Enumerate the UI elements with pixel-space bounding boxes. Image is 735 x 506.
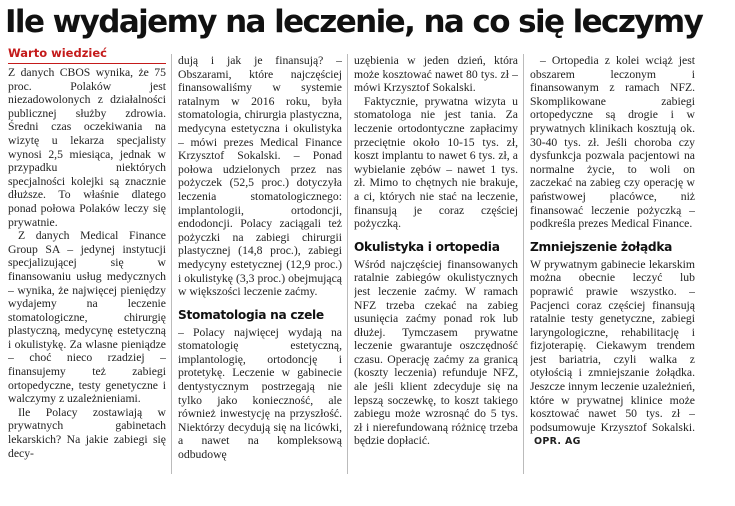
paragraph: uzębienia w jeden dzień, która może kosztować nawet 80 tys. zł – mówi Krzysztof Sokalski. [354, 54, 518, 95]
paragraph: – Polacy najwięcej wydają na stomatologię estetyczną, implantologię, ortodoncję i protetykę. Leczenie w gabinecie dentystycznym postrzegają nie tylko jako konieczność, ale również inwestycję na przyszłość. Niektórzy decydują się na licówki, a nawet na kompleksową odbudowę [178, 325, 342, 462]
column-divider [347, 54, 348, 474]
section-heading: Stomatologia na czele [178, 307, 324, 322]
column-4 [530, 54, 695, 494]
headline: Ile wydajemy na leczenie, na co się leczymy [5, 4, 703, 40]
paragraph: Ile Polacy zostawiają w prywatnych gabinetach lekarskich? Na jakie zabiegi się decy- [8, 405, 166, 460]
paragraph: Faktycznie, prywatna wizyta u stomatologa nie jest tania. Za leczenie ortodontyczne zapłacimy przeciętnie około 10-15 tys. zł, koszt implantu to nawet 6 tys. zł, a wybielanie zębów – nawet 1 tys. zł. Mimo to chętnych nie brakuje, a ci, których nie stać na leczenie, finansują je coraz częściej pożyczką. [354, 94, 518, 231]
paragraph [530, 258, 695, 449]
column-3 [354, 54, 518, 494]
paragraph: dują i jak je finansują? – Obszarami, które najczęściej finansowaliśmy w systemie ratalnym w 2016 roku, była stomatologia, chirurgia plastyczna, medycyna estetyczna i okulistyka – mówi prezes Medical Finance Krzysztof Sokalski. – Ponad połowa udzielonych przez nas pożyczek (52,5 proc.) dotyczyła leczenia stomatologicznego: implantologii, ortodoncji, endodoncji. Polacy zaciągali też pożyczki na zabiegi chirurgii plastycznej (14,8 proc.), zabiegi medycyny estetycznej (12,9 proc.) i okulistykę (3,3 proc.) obejmującą w większości leczenie zaćmy. [178, 54, 342, 299]
column-1 [8, 66, 166, 506]
paragraph-text: W prywatnym gabinecie lekarskim można obecnie leczyć lub poprawić prawie wszystko. – Pacjenci coraz częściej finansują ratalnie testy genetyczne, zabiegi laryngologiczne, rehabilitację i fizjoterapię. Ciekawym trendem jest bariatria, czyli walka z otyłością i zmniejszanie żołądka. Jeszcze innym leczenie uzależnień, które w prywatnej klinice może kosztować nawet 50 tys. zł – podsumowuje Krzysztof Sokalski. [530, 257, 695, 434]
paragraph: – Ortopedia z kolei wciąż jest obszarem leczonym i finansowanym z ramach NFZ. Skomplikowane zabiegi ortopedyczne są drogie i w prywatnych klinikach kosztują ok. 30-40 tys. zł. Jeśli choroba czy dysfunkcja pozwala pacjentowi na normalne życie, to woli on zaczekać na zabieg czy operację w państwowej placówce, niż finansować leczenie pożyczką – podkreśla prezes Medical Finance. [530, 54, 695, 231]
paragraph: Z danych CBOS wynika, że 75 proc. Polaków jest niezadowolonych z działalności publicznej służby zdrowia. Średni czas oczekiwania na wizytę u lekarza specjalisty wynosi 2,5 miesiąca, jednak w przypadku niektórych specjalności kolejki są znacznie dłuższe. To właśnie dlatego ponad połowa Polaków leczy się prywatnie. [8, 66, 166, 229]
section-heading: Zmniejszenie żołądka [530, 239, 673, 254]
paragraph: Z danych Medical Finance Group SA – jedynej instytucji specjalizującej się w finansowaniu usług medycznych – wynika, że najwięcej pieniędzy wydajemy na leczenie stomatologiczne, chirurgię plastyczną, medycynę estetyczną i okulistykę. Za wlasne pieniądze – choć nieco rzadziej – finansujemy też zabiegi ortopedyczne, testy genetyczne i walczymy z uzależnieniami. [8, 229, 166, 406]
column-divider [523, 54, 524, 474]
paragraph: Wśród najczęściej finansowanych ratalnie zabiegów okulistycznych jest leczenie zaćmy. W ramach NFZ trzeba czekać na zabieg usunięcia zaćmy ponad rok lub dłużej. Tymczasem prywatne leczenie gwarantuje oszczędność czasu. Operację zaćmy za granicą (koszty leczenia) refunduje NFZ, ale jeśli klient zdecyduje się na lepszą soczewkę, to koszt takiego zabiegu może wzrosnąć do 5 tys. zł i nierefundowaną różnicę trzeba będzie dopłacić. [354, 257, 518, 448]
kicker-label: Warto wiedzieć [8, 46, 166, 64]
column-divider [171, 54, 172, 474]
section-heading: Okulistyka i ortopedia [354, 239, 500, 254]
column-2 [178, 54, 342, 494]
byline: OPR. AG [534, 436, 581, 448]
